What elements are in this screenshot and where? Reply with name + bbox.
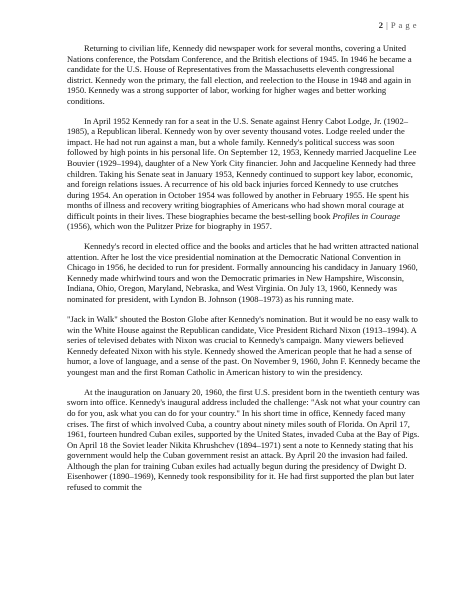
page-header: [379, 20, 417, 30]
paragraph-election: "Jack in Walk" shouted the Boston Globe after Kennedy's nomination. But it would be no easy walk to win the White House against the Republican candidate, Vice President Richard Nixon (1913–1994). A series of televised debates with Nixon was crucial to Kennedy's campaign. Many viewers believed Kennedy defeated Nixon with his style. Kennedy showed the American people that he had a sense of humor, a love of language, and a sense of the past. On November 9, 1960, John F. Kennedy became the youngest man and the first Roman Catholic in American history to win the presidency.: [67, 314, 421, 377]
page-number: 2: [378, 20, 384, 30]
page-label: | P a g e: [386, 20, 417, 30]
paragraph-senate-run: [67, 116, 421, 232]
paragraph-text: (1956), which won the Pulitzer Prize for biography in 1957.: [67, 221, 272, 232]
paragraph-inauguration: At the inauguration on January 20, 1960, the first U.S. president born in the twentieth century was sworn into office. Kennedy's inaugural address included the challenge: "Ask not what your country can do for you, ask what you can do for your country." In his short time in office, Kennedy faced many crises. The first of which involved Cuba, a country about ninety miles south of Florida. On April 17, 1961, fourteen hundred Cuban exiles, supported by the United States, invaded Cuba at the Bay of Pigs. On April 18 the Soviet leader Nikita Khrushchev (1894–1971) sent a note to Kennedy stating that his government would help the Cuban government resist an attack. By April 20 the invasion had failed. Although the plan for training Cuban exiles had actually begun during the presidency of Dwight D. Eisenhower (1890–1969), Kennedy took responsibility for it. He had first supported the plan but later refused to commit the: [67, 386, 421, 492]
paragraph-postwar-career: Returning to civilian life, Kennedy did newspaper work for several months, covering a United Nations conference, the Potsdam Conference, and the British elections of 1945. In 1946 he became a candidate for the U.S. House of Representatives from the Massachusetts eleventh congressional district. Kennedy won the primary, the fall election, and reelection to the House in 1948 and again in 1950. Kennedy was a strong supporter of labor, working for higher wages and better working conditions.: [67, 43, 412, 106]
document-body: [67, 43, 421, 502]
paragraph-presidential-campaign: Kennedy's record in elected office and the books and articles that he had written attracted national attention. After he lost the vice presidential nomination at the Democratic National Convention in Chicago in 1956, he decided to run for president. Formally announcing his candidacy in January 1960, Kennedy made whirlwind tours and won the Democratic primaries in New Hampshire, Wisconsin, Indiana, Ohio, Oregon, Maryland, Nebraska, and West Virginia. On July 13, 1960, Kennedy was nominated for president, with Lyndon B. Johnson (1908–1973) as his running mate.: [67, 241, 419, 305]
paragraph-text: In April 1952 Kennedy ran for a seat in the U.S. Senate against Henry Cabot Lodge, Jr. (1902–1985), a Republican liberal. Kennedy won by over seventy thousand votes. Lodge reeled under the impact. He had not run against a man, but a whole family. Kennedy's political success was soon followed by high points in his personal life. On September 12, 1953, Kennedy married Jacqueline Lee Bouvier (1929–1994), daughter of a New York City financier. John and Jacqueline Kennedy had three children. Taking his Senate seat in January 1953, Kennedy continued to support key labor, economic, and foreign relations issues. A recurrence of his old back injuries forced Kennedy to use crutches during 1954. An operation in October 1954 was followed by another in February 1955. He spent his months of illness and recovery writing biographies of Americans who had shown moral courage at difficult points in their lives. These biographies became the best-selling book: [67, 115, 417, 221]
book-title: Profiles in Courage: [332, 210, 401, 221]
